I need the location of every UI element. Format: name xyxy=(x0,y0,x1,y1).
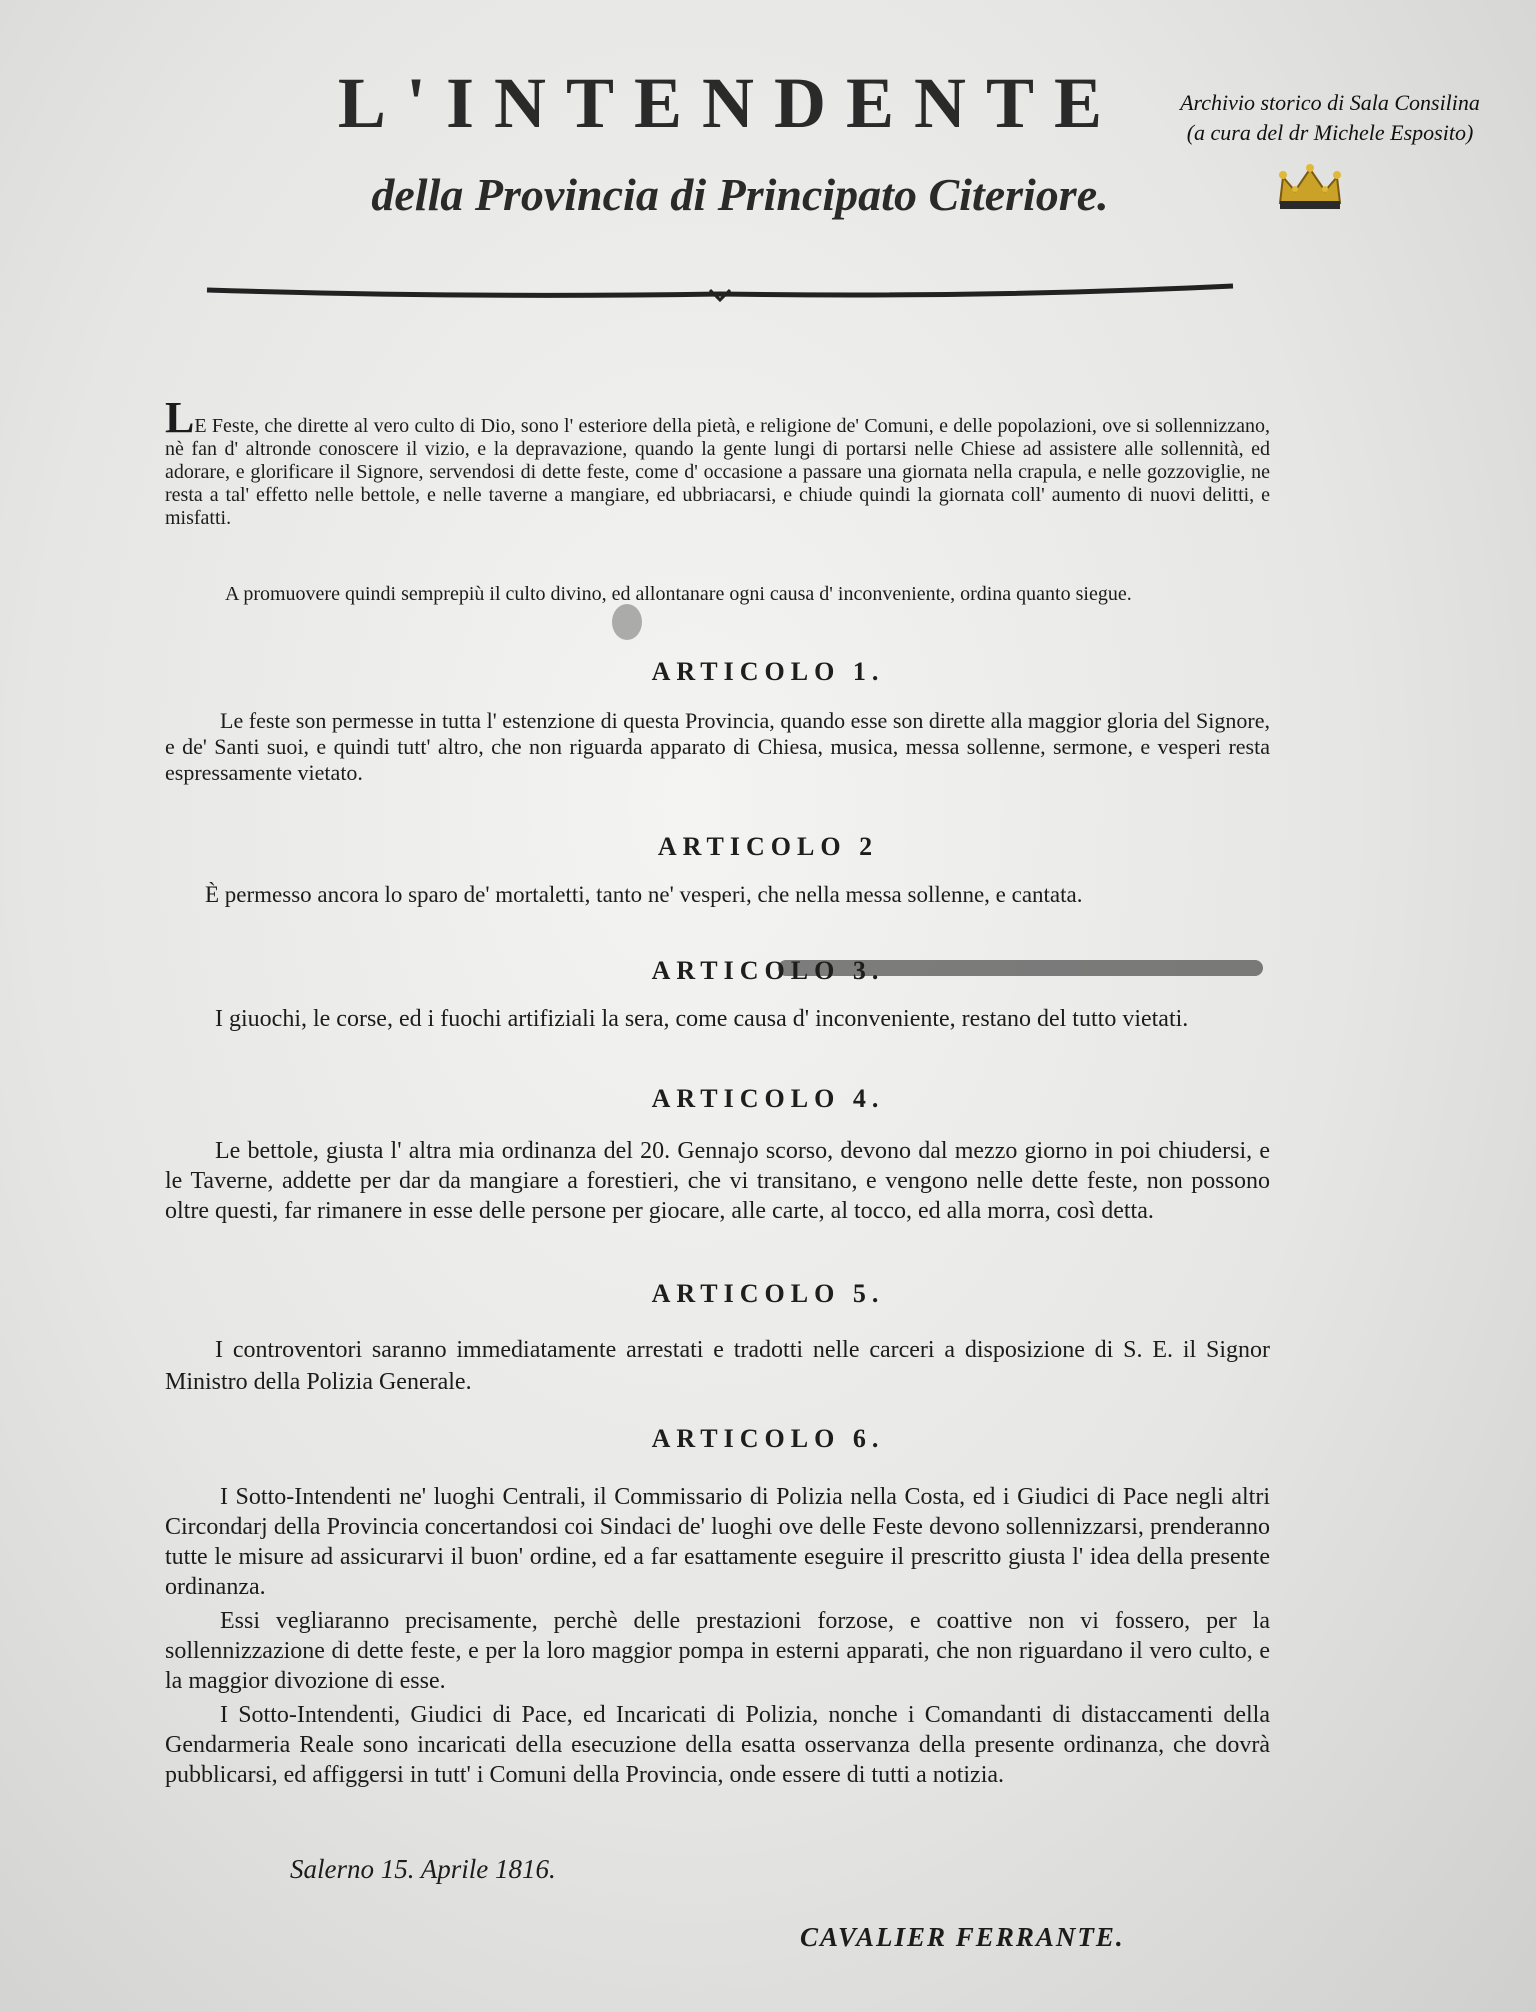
article-3-text: I giuochi, le corse, ed i fuochi artifiziali la sera, come causa d' inconveniente, restano del tutto vietati. xyxy=(215,1006,1189,1032)
archive-name: Archivio storico di Sala Consilina xyxy=(1180,90,1480,115)
article-4-heading: ARTICOLO 4. xyxy=(651,1084,885,1113)
place-and-date: Salerno 15. Aprile 1816. xyxy=(290,1854,556,1884)
preamble-text: E Feste, che dirette al vero culto di Dio, sono l' esteriore della pietà, e religione de' Comuni, e delle popolazioni, ove si sollennizzano, nè fan d' altronde conoscere il vizio, e la depravazione, quando la gente lungi di portarsi nelle Chiese ad assistere alle sollennità, ed adorare, e glorificare il Signore, servendosi di dette feste, come d' occasione a passare una giornata nella crapula, e nelle gozzoviglie, ne resta a tal' effetto nelle bettole, e nelle taverne a mangiare, ed ubbriacarsi, e chiude quindi la giornata coll' aumento di nuovi delitti, e misfatti. xyxy=(165,415,1270,529)
closing-paragraph-execution: I Sotto-Intendenti, Giudici di Pace, ed Incaricati di Polizia, nonche i Comandanti di distaccamenti della Gendarmeria Reale sono incaricati della esecuzione della esatta osservanza della presente ordinanza, che dovrà pubblicarsi, ed affiggersi in tutt' i Comuni della Provincia, onde essere di tutti a notizia. xyxy=(165,1702,1270,1788)
article-6-heading: ARTICOLO 6. xyxy=(651,1424,885,1453)
article-1-text: Le feste son permesse in tutta l' estenzione di questa Provincia, quando esse son dirette alla maggior gloria del Signore, e de' Santi suoi, e quindi tutt' altro, che non riguarda apparato di Chiesa, musica, messa sollenne, sermone, e vesperi resta espressamente vietato. xyxy=(165,708,1270,785)
ink-blot xyxy=(612,604,642,640)
article-5-text: I controventori saranno immediatamente arrestati e tradotti nelle carceri a disposizione di S. E. il Signor Ministro della Polizia Generale. xyxy=(165,1337,1270,1395)
article-1-heading: ARTICOLO 1. xyxy=(651,657,885,686)
preamble-ordinance-intro: A promuovere quindi semprepiù il culto divino, ed allontanare ogni causa d' inconveniente, ordina quanto siegue. xyxy=(225,583,1132,605)
ornamental-rule xyxy=(205,280,1235,304)
preamble-paragraph xyxy=(165,393,1270,530)
article-5-heading: ARTICOLO 5. xyxy=(651,1279,885,1308)
article-3-heading: ARTICOLO 3. xyxy=(651,956,885,985)
article-2-text: È permesso ancora lo sparo de' mortaletti, tanto ne' vesperi, che nella messa sollenne, e cantata. xyxy=(205,882,1083,907)
article-4-text: Le bettole, giusta l' altra mia ordinanza del 20. Gennajo scorso, devono dal mezzo giorno in poi chiudersi, e le Taverne, addette per dar da mangiare a forestieri, che vi transitano, e vengono nelle dette feste, non possono oltre questi, far rimanere in esse delle persone per giocare, alle carte, al tocco, ed alla morra, così detta. xyxy=(165,1138,1270,1224)
document-subtitle: della Provincia di Principato Citeriore. xyxy=(371,169,1109,220)
article-6-text: I Sotto-Intendenti ne' luoghi Centrali, il Commissario di Polizia nella Costa, ed i Giudici di Pace negli altri Circondarj della Provincia concertandosi coi Sindaci de' luoghi ove delle Feste devono sollennizzarsi, prenderanno tutte le misure ad assicurarvi il buon' ordine, ed a far esattamente eseguire il prescritto giusta l' idea della presente ordinanza. xyxy=(165,1484,1270,1600)
article-2-heading: ARTICOLO 2 xyxy=(657,832,879,861)
signature: CAVALIER FERRANTE. xyxy=(800,1922,1125,1952)
crown-icon xyxy=(1275,163,1345,211)
closing-paragraph-supervision: Essi vegliaranno precisamente, perchè delle prestazioni forzose, e coattive non vi fossero, per la sollennizzazione di dette feste, e per la loro maggior pompa in esterni apparati, che non riguardano il vero culto, e la maggior divozione di esse. xyxy=(165,1608,1270,1694)
archive-attribution xyxy=(1135,88,1525,148)
drop-cap: L xyxy=(165,393,195,442)
archive-curator: (a cura del dr Michele Esposito) xyxy=(1186,120,1474,145)
document-title: L'INTENDENTE xyxy=(337,63,1123,143)
